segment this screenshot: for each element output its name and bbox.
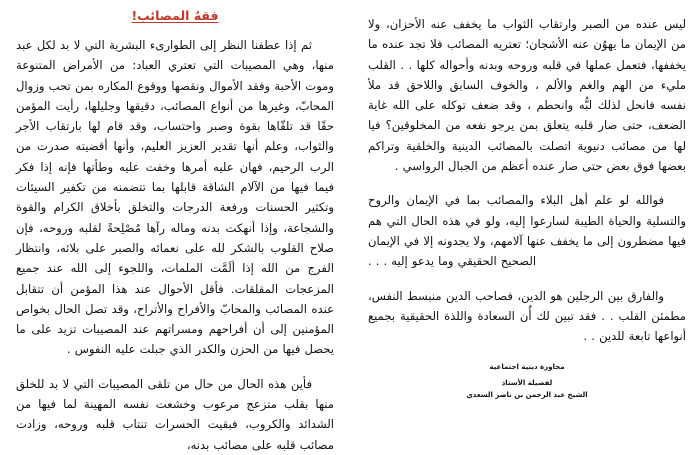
- left-paragraph-2: فوالله لو علم أهل البلاء والمصائب بما في الإيمان والروح والتسلية والحياة الطيبة لسارعوا إليه، ولو في هذه الحال التي هم فيها مضطرون إلى ما يخفف عنها آلامهم، ولا يجدونه إلا في الإيمان الصحيح الحقيقي وما يدعو إليه . . .: [368, 193, 686, 269]
- column-left: [352, 0, 700, 419]
- article-title: فقهُ المصائب!: [131, 8, 219, 23]
- attribution-honorific: لفضيلة الأستاذ: [501, 378, 553, 387]
- right-paragraph-2: فأين هذه الحال من حال من تلقى المصيبات التي لا بد للخلق منها بقلب متزعج مرعوب وخشعت نفسه المهينة لما فيها من الشدائد والكروب، فبقيت الحسرات تنتاب قلبه وروحه، وزادت مصائب قلبه على مصائب بدنه،: [16, 376, 334, 452]
- right-paragraph-1: ثم إذا عطفنا النظر إلى الطوارىء البشرية التي لا بد لكل عبد منها، وهي المصيبات التي تعتري العباد: من الأمراض المتنوعة وموت الأحبة وفقد الأموال ونقصها ووقوع المكاره بمن تحب وزوال المحابّ، وغيرها من أنواع المصائب، دقيقها وجليلها، رأيت المؤمن حقًا قد تلقّاها بقوة وصبر واحتساب، وقد قام لها بارتقاب الأجر والثواب، وعلم أنها تقدير العزيز العليم، وأنها أقضيته صدرت من الرب الرحيم، فهان عليه أمرها وخفت عليه وطأتها فإنه إذا فكر فيما فيها من الآلام الشاقة قابلها بما تتضمنه من تكفير السيئات وتكثير الحسنات ورفعة الدرجات والتخلق بأخلاق الكرام والقوة والشجاعة، وإذا أنهكت بدنه وماله رآها مُصْلِحةً لقلبه وروحه، فإن صلاح القلوب بالشكر لله على نعمائه والصبر على بلائه، وانتظار الفرج من الله إذا ألَمَّت الملمات، واللجوء إلى الله عند جميع المزعجات المقلقات. فأقل الأحوال عند هذا المؤمن أن تتقابل عنده المصائب والمحابّ والأفراح والأتراح، وقد تصل الحال بخواص المؤمنين إلى أن أفراحهم ومسراتهم عند المصيبات تزيد على ما يحصل فيها من الحزن والكدر الذي جبلت عليه النفوس .: [16, 38, 334, 357]
- column-right: [0, 0, 352, 452]
- left-paragraph-1: ليس عنده من الصبر وارتقاب الثواب ما يخفف عنه الأحزان، ولا من الإيمان ما يهوُن عنه الأشجان؛ تعتريه المصائب فلا تجد عنده ما يخففها، فتعمل عملها في قلبه وروحه وبدنه وأحواله كلها . . القلب مليء من الهم والغم والألم ، والخوف السابق واللاحق قد ملأ نفسه فانحل لذلك لبُّه وانحطم ، وقد ضعف توكله على الله غاية الضعف، حتى صار قلبه يتعلق بمن يرجو نفعه من المخلوقين؟ فيا لها من مصائب دنيوية اتصلت بالمصائب الدينية والخلقية وتراكم بعضها فوق بعض حتى صار عنده أعظم من الجبال الرواسي .: [368, 17, 686, 174]
- left-paragraph-3: والفارق بين الرجلين هو الدين، فصاحب الدين منبسط النفس، مطمئن القلب . . فقد تبين لك أُن السعادة واللذة الحقيقية بجميع أنواعها تابعة للدين . .: [368, 288, 686, 344]
- attribution-author-name: الشيخ عبد الرحمن بن ناصر السعدي: [466, 391, 588, 400]
- attribution-work-title: محاورة دينية اجتماعية: [489, 363, 565, 372]
- attribution-block: [368, 362, 686, 402]
